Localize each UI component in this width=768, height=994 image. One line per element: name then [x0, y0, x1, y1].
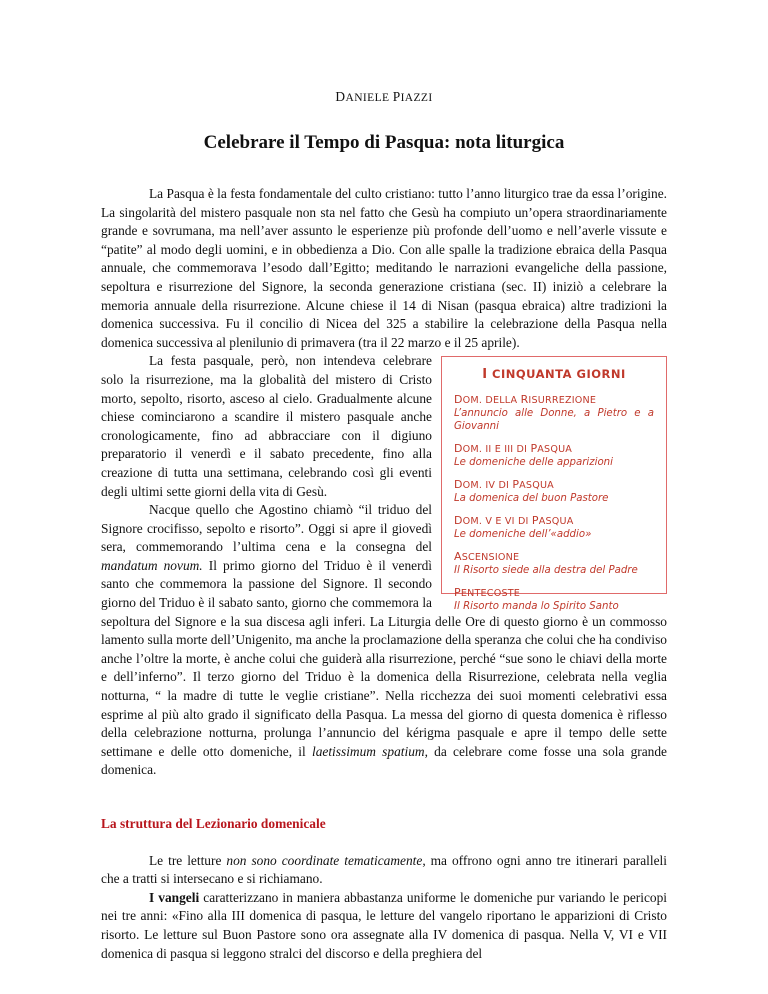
sidebar-item-subtitle: Il Risorto siede alla destra del Padre [454, 565, 638, 577]
author-name [0, 88, 768, 108]
p3-emphasis: mandatum novum. [101, 557, 203, 573]
sidebar-item-subtitle: Le domeniche delle apparizioni [454, 457, 613, 469]
heading-rest-2: ASQUA [537, 444, 573, 456]
paragraph-2: La festa pasquale, però, non intendeva celebrare solo la risurrezione, ma la globalità del mistero di Cristo morto, sepolto, risorto, asceso al cielo. Gradualmente alcune chiese cominciarono a scandire il mistero pasquale anche cronologicamente, fino ad abbracciare con il digiuno preparatorio il venerdì e il sabato precedente, fino alla creazione di tutta una settimana, celebrando così gli eventi degli ultimi sette giorni della vita di Gesù. [101, 353, 432, 499]
sidebar-item [454, 443, 654, 469]
sidebar-item [454, 394, 654, 433]
sidebar-item-heading [454, 551, 654, 564]
heading-initial-2: P [531, 514, 539, 528]
p3-text-a: Nacque quello che Agostino chiamò “il triduo del Signore crocifisso, sepolto e risorto”. Oggi si apre il giovedì sera, commemorando l’ultima cena e la consegna del [101, 502, 432, 555]
paragraph-5 [101, 889, 667, 963]
author-last-initial: P [392, 89, 401, 104]
document-title: Celebrare il Tempo di Pasqua: nota liturgica [203, 132, 565, 153]
heading-initial: D [454, 478, 463, 492]
heading-rest-2: ISURREZIONE [528, 395, 597, 407]
sidebar-item-subtitle: Il Risorto manda lo Spirito Santo [454, 601, 619, 613]
paragraph-1: La Pasqua è la festa fondamentale del culto cristiano: tutto l’anno liturgico trae da essa l’origine. La singolarità del mistero pasquale non sta nel fatto che Gesù ha compiuto un’opera straordinariamente grande e sovrumana, ma nell’aver assunto le esperienze più profonde dell’uomo e nell’averle vissute e “patite” al modo degli uomini, e in obbedienza a Dio. Con alle spalle la tradizione ebraica della Pasqua annuale, che commemorava l’esodo dall’Egitto; meditando le narrazioni evangeliche della passione, sepoltura e risurrezione del Signore, la seconda generazione cristiana (sec. II) iniziò a celebrare la memoria annuale della risurrezione. Alcune chiese il 14 di Nisan (pasqua ebraica) altre tradizioni la domenica successiva. Fu il concilio di Nicea del 325 a stabilire la celebrazione della Pasqua nella domenica successiva al plenilunio di primavera (tra il 22 marzo e il 25 aprile). [101, 186, 667, 350]
sidebar-item-heading [454, 479, 654, 492]
heading-initial: D [454, 514, 463, 528]
heading-initial-2: P [530, 442, 538, 456]
sidebar-item [454, 587, 654, 613]
paragraph-4 [101, 852, 667, 889]
sidebar-title-initial: I [482, 367, 488, 383]
body-text [101, 185, 667, 963]
p5-bold-lead: I vangeli [149, 889, 200, 905]
sidebar-item-subtitle: Le domeniche dell’«addio» [454, 529, 592, 541]
sidebar-box [441, 356, 667, 613]
heading-rest-2: ASQUA [519, 480, 554, 492]
sidebar-item-heading [454, 443, 654, 456]
sidebar-item-subtitle: La domenica del buon Pastore [454, 493, 609, 505]
author-initial: D [335, 89, 346, 104]
sidebar-title [454, 367, 654, 382]
p3-emphasis-2: laetissimum spatium [311, 743, 425, 759]
heading-rest: SCENSIONE [461, 552, 520, 564]
sidebar-item-heading [454, 587, 654, 600]
p4-emphasis: non sono coordinate tematicamente [226, 852, 423, 868]
heading-initial-2: R [520, 393, 529, 407]
heading-initial: D [454, 442, 463, 456]
sidebar-item [454, 551, 654, 577]
sidebar-item [454, 479, 654, 505]
heading-rest: OM. IV DI [462, 480, 513, 492]
sidebar-item-heading [454, 515, 654, 528]
sidebar-item-heading [454, 394, 654, 407]
p5-text: caratterizzano in maniera abbastanza uniforme le domeniche pur variando le pericopi nei tre anni: «Fino alla III domenica di pasqua, le letture del vangelo riportano le apparizioni di Cristo risorto. Le letture sul Buon Pastore sono ora assegnate alla IV domenica di pasqua. Nella V, VI e VII domenica di pasqua si leggono stralci del discorso e della preghiera del [101, 889, 667, 961]
heading-rest: OM. DELLA [462, 395, 521, 407]
heading-rest: OM. V E VI DI [462, 516, 532, 528]
heading-initial: D [454, 393, 463, 407]
heading-initial: P [454, 586, 461, 600]
p3-text-c: , da celebrare come fosse una sola grande domenica. [101, 743, 668, 778]
author-last-rest: IAZZI [400, 92, 433, 104]
p4-text-b: , ma offrono ogni anno tre itinerari paralleli che a tratti si intersecano e si richiamano. [101, 852, 667, 887]
p3-text-b: Il primo giorno del Triduo è il venerdì santo che commemora la passione del Signore. Il secondo giorno del Triduo è il sabato santo, giorno che commemora la sepoltura del Signore e la sua discesa agli inferi. La Liturgia delle Ore di questo giorno è un commosso lamento sulla morte dell’Unigenito, ma anche la proclamazione della speranza che colui che ha condiviso anche l’oltre la morte, è anche colui che guiderà alla risurrezione, perché “sue sono le chiavi della morte e dell’inferno”. Il terzo giorno del Triduo è la domenica della Risurrezione, celebrata nella veglia notturna, “ la madre di tutte le veglie cristiane”. Nella ricchezza dei suoi momenti celebrativi essa esprime al più alto grado il significato della Pasqua. La messa del giorno di questa domenica è riflesso della celebrazione notturna, prolunga l’annuncio del kérigma pasquale e apre il tempo delle sette settimane e delle otto domeniche, il [101, 557, 667, 759]
heading-initial-2: P [512, 478, 520, 492]
author-first-rest: ANIELE [345, 92, 390, 104]
p4-text-a: Le tre letture [149, 852, 227, 868]
sidebar-item-subtitle: L’annuncio alle Donne, a Pietro e a Giovanni [454, 408, 654, 433]
section-title: La struttura del Lezionario domenicale [101, 816, 326, 831]
sidebar-title-rest: CINQUANTA GIORNI [492, 367, 626, 382]
heading-initial: A [454, 550, 462, 564]
heading-rest: OM. II E III DI [462, 444, 531, 456]
heading-rest-2: ASQUA [538, 516, 574, 528]
heading-rest: ENTECOSTE [460, 588, 521, 600]
sidebar-item [454, 515, 654, 541]
